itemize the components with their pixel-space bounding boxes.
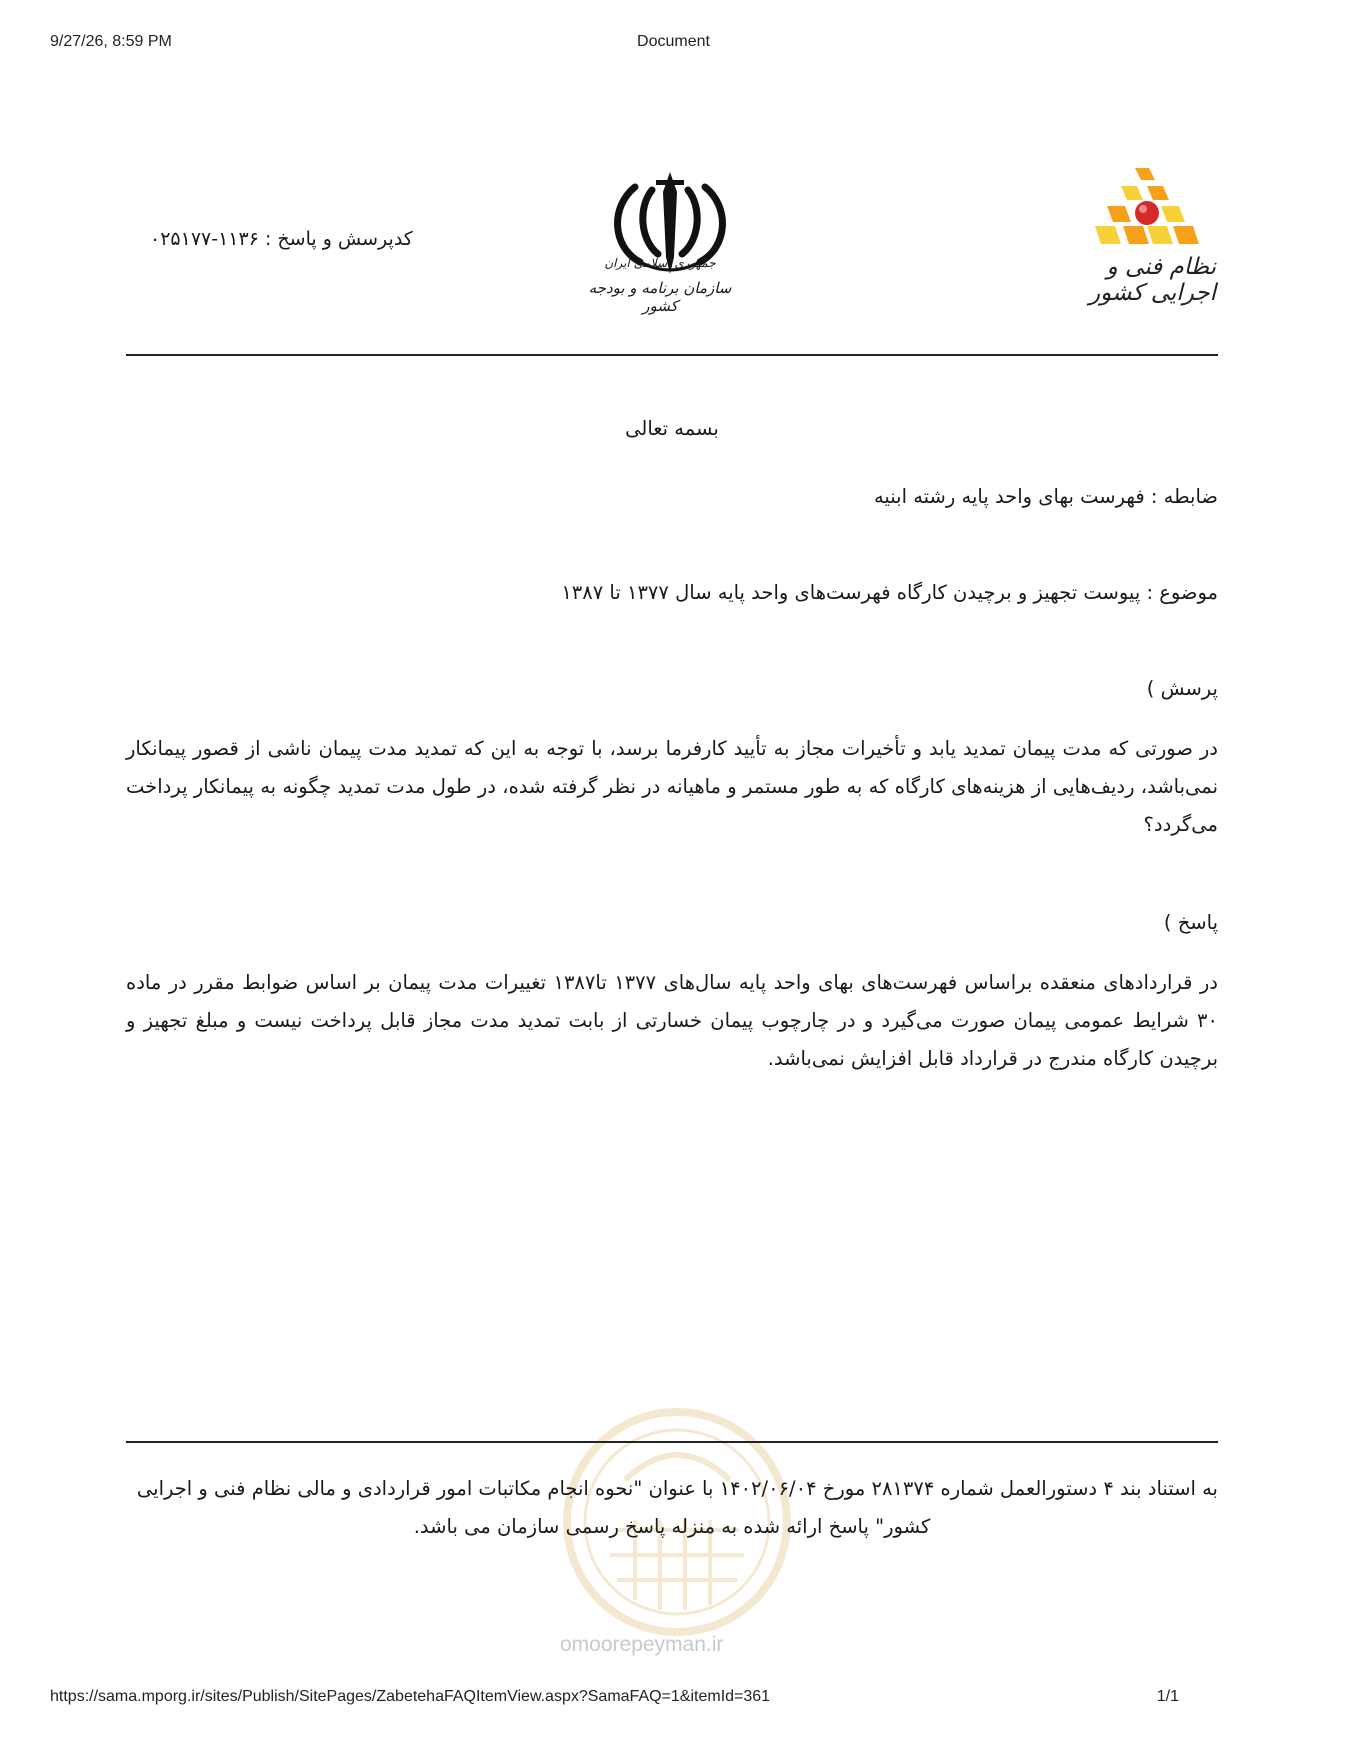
emblem-caption-line2: سازمان برنامه و بودجه کشور [588,279,732,315]
subject-line: موضوع : پیوست تجهیز و برچیدن کارگاه فهرست‌های واحد پایه سال ۱۳۷۷ تا ۱۳۸۷ [561,581,1218,604]
answer-label: پاسخ ) [1163,911,1218,934]
technical-system-logo-icon [1085,166,1205,266]
footer-note-line1: به استناد بند ۴ دستورالعمل شماره ۲۸۱۳۷۴ مورخ ۱۴۰۲/۰۶/۰۴ با عنوان "نحوه انجام مکاتبات امور قراردادی و مالی نظام فنی و اجرایی [136,1477,1218,1500]
question-label: پرسش ) [1146,677,1218,700]
footer-divider [126,1441,1218,1443]
print-url: https://sama.mporg.ir/sites/Publish/SitePages/ZabetehaFAQItemView.aspx?SamaFAQ=1&itemId=361 [50,1688,771,1705]
answer-text: در قراردادهای منعقده براساس فهرست‌های بهای واحد پایه سال‌های ۱۳۷۷ تا۱۳۸۷ تغییرات مدت پیمان بر اساس ضوابط مقرر در ماده ۳۰ شرایط عمومی پیمان صورت می‌گیرد و در چارچوب پیمان خسارتی از بابت تمدید مدت مجاز قابل پرداخت نیست و مبلغ تجهیز و برچیدن کارگاه مندرج در قرارداد قابل افزایش نمی‌باشد. [126,971,1218,1070]
emblem-caption-line1: جمهوری اسلامی ایران [604,256,716,270]
logo-caption: نظام فنی و اجرایی کشور [1088,254,1216,306]
question-text: در صورتی که مدت پیمان تمدید یابد و تأخیرات مجاز به تأیید کارفرما برسد، با توجه به این که تمدید مدت پیمان ناشی از قصور پیمانکار نمی‌باشد، ردیف‌هایی از هزینه‌های کارگاه که به طور مستمر و ماهیانه در نظر گرفته شده، در طول مدت تمدید چگونه به پیمانکار پرداخت می‌گردد؟ [126,737,1218,836]
watermark-text: omoorepeyman.ir [560,1633,724,1656]
invocation: بسمه تعالی [625,417,719,440]
print-datetime: 9/27/26, 8:59 PM [50,33,172,50]
header-divider [126,354,1218,356]
standard-line: ضابطه : فهرست بهای واحد پایه رشته ابنیه [873,485,1218,508]
print-title: Document [637,33,710,50]
footer-note-line2: کشور" پاسخ ارائه شده به منزله پاسخ رسمی سازمان می باشد. [413,1515,931,1538]
tracking-code: کدپرسش و پاسخ : ۱۱۳۶-۰۲۵۱۷۷ [150,228,413,250]
page-number: 1/1 [1156,1688,1179,1705]
